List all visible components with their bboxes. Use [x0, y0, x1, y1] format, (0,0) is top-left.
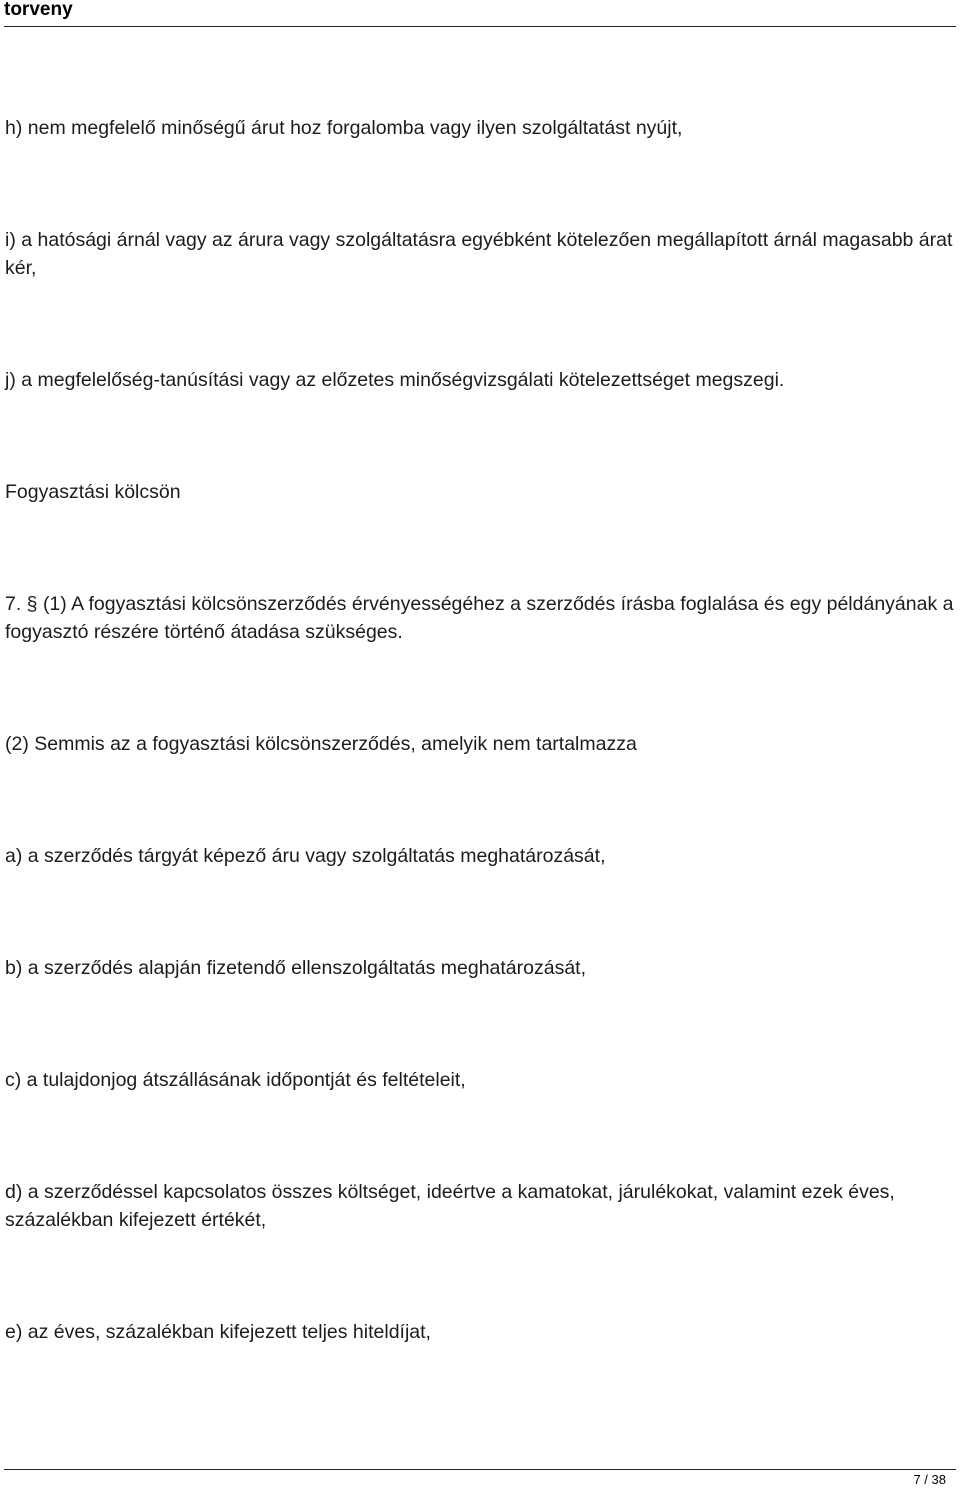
- document-header: [4, 0, 956, 27]
- paragraph-b: b) a szerződés alapján fizetendő ellenszolgáltatás meghatározását,: [5, 957, 587, 979]
- paragraph-h: h) nem megfelelő minőségű árut hoz forgalomba vagy ilyen szolgáltatást nyújt,: [5, 117, 683, 139]
- paragraph-j: j) a megfelelőség-tanúsítási vagy az előzetes minőségvizsgálati kötelezettséget megszegi.: [5, 369, 785, 391]
- paragraph-e: e) az éves, százalékban kifejezett teljes hiteldíjat,: [5, 1321, 431, 1343]
- document-title: torveny: [4, 0, 73, 20]
- document-footer: [4, 1469, 956, 1488]
- paragraph-section-7-1: 7. § (1) A fogyasztási kölcsönszerződés érvényességéhez a szerződés írásba foglalása és egy példányának a fogyasztó részére történő átadása szükséges.: [5, 593, 954, 643]
- paragraph-section-7-2: (2) Semmis az a fogyasztási kölcsönszerződés, amelyik nem tartalmazza: [5, 733, 637, 755]
- paragraph-i: i) a hatósági árnál vagy az árura vagy szolgáltatásra egyébként kötelezően megállapított árnál magasabb árat kér,: [5, 229, 953, 279]
- paragraph-c: c) a tulajdonjog átszállásának időpontját és feltételeit,: [5, 1069, 466, 1091]
- paragraph-d: d) a szerződéssel kapcsolatos összes költséget, ideértve a kamatokat, járulékokat, valamint ezek éves, százalékban kifejezett értékét,: [5, 1181, 895, 1231]
- page-number: 7 / 38: [913, 1472, 946, 1487]
- section-heading: Fogyasztási kölcsön: [5, 481, 181, 503]
- paragraph-a: a) a szerződés tárgyát képező áru vagy szolgáltatás meghatározását,: [5, 845, 606, 867]
